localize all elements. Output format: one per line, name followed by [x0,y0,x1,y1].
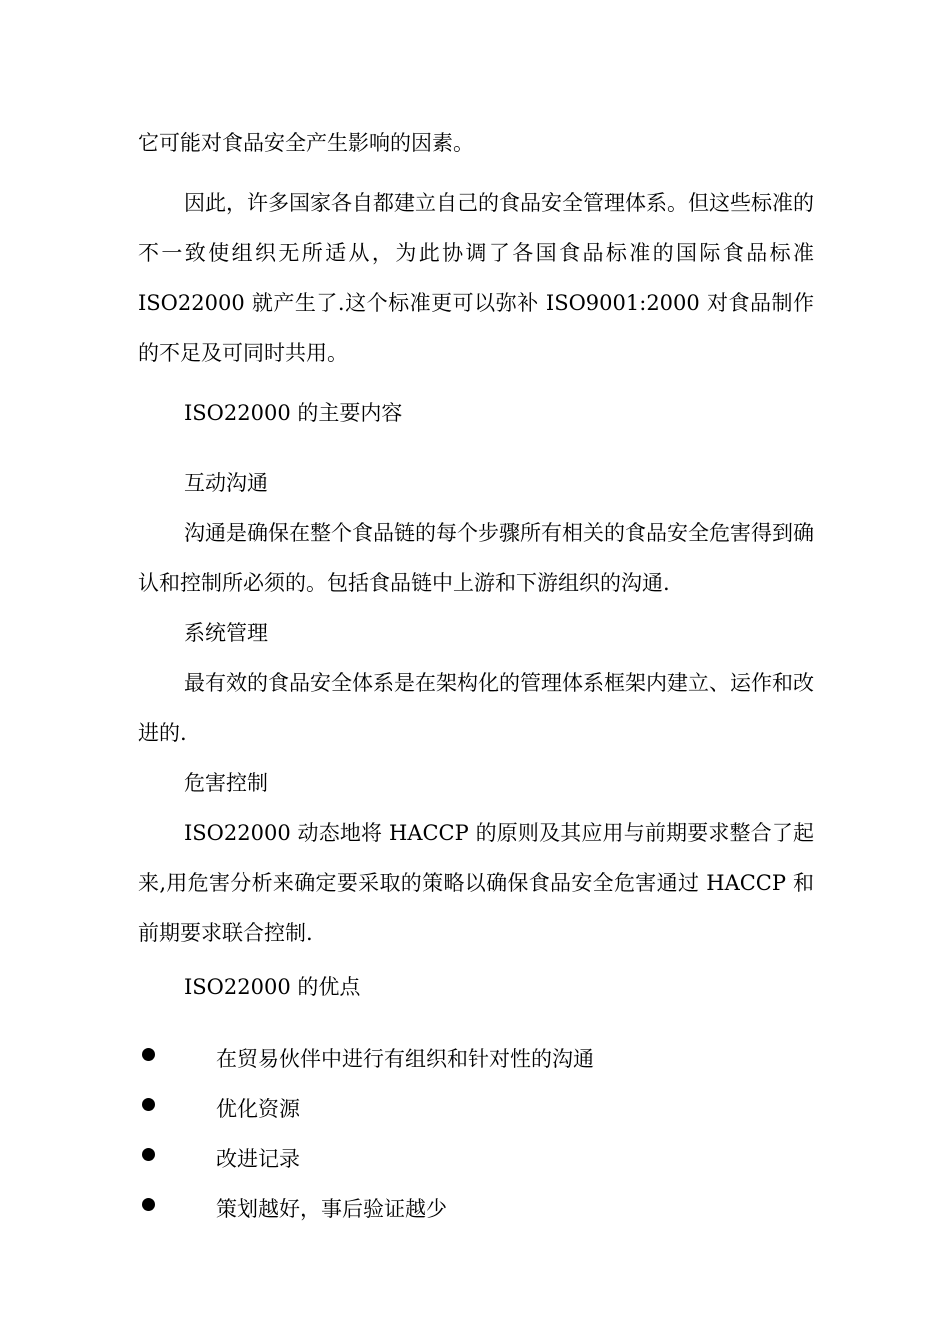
list-item [138,1034,814,1084]
list-item [138,1184,814,1234]
advantages-list [138,1034,814,1234]
section-body-system-management: 最有效的食品安全体系是在架构化的管理体系框架内建立、运作和改进的. [138,671,814,745]
list-item-text: 改进记录 [216,1147,300,1171]
paragraph-continuation: 它可能对食品安全产生影响的因素。 [138,131,474,155]
bullet-icon [142,1148,155,1161]
bullet-icon [142,1198,155,1211]
section-heading-hazard-control: 危害控制 [184,771,268,795]
list-item [138,1134,814,1184]
paragraph-background: 因此，许多国家各自都建立自己的食品安全管理体系。但这些标准的不一致使组织无所适从，为此协调了各国食品标准的国际食品标准 ISO22000 就产生了.这个标准更可以弥补 ISO9001:2000 对食品制作的不足及可同时共用。 [138,191,814,365]
list-item [138,1084,814,1134]
heading-advantages: ISO22000 的优点 [184,975,361,999]
section-body-communication: 沟通是确保在整个食品链的每个步骤所有相关的食品安全危害得到确认和控制所必须的。包括食品链中上游和下游组织的沟通. [138,521,814,595]
bullet-icon [142,1048,155,1061]
document-body [138,118,814,1234]
section-body-hazard-control: ISO22000 动态地将 HACCP 的原则及其应用与前期要求整合了起来,用危害分析来确定要采取的策略以确保食品安全危害通过 HACCP 和前期要求联合控制. [138,821,814,945]
heading-main-content: ISO22000 的主要内容 [184,401,403,425]
list-item-text: 策划越好，事后验证越少 [216,1197,447,1221]
list-item-text: 优化资源 [216,1097,300,1121]
bullet-icon [142,1098,155,1111]
section-heading-communication: 互动沟通 [184,471,268,495]
section-heading-system-management: 系统管理 [184,621,268,645]
list-item-text: 在贸易伙伴中进行有组织和针对性的沟通 [216,1047,594,1071]
